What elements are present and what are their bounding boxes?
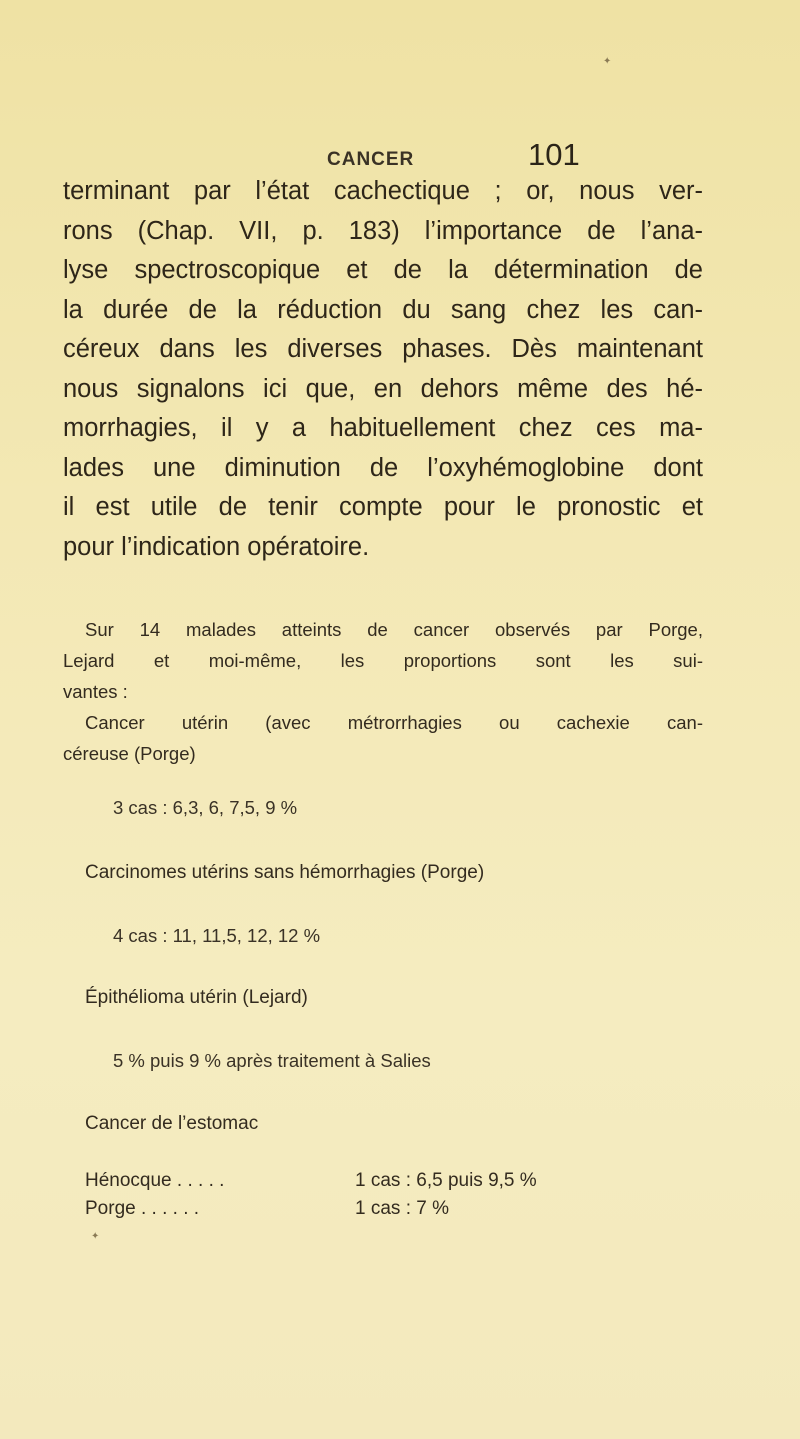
case-author: Porge . . . . . . [85, 1198, 200, 1219]
paragraph-line: lades une diminution de l’oxyhémoglobine dont [63, 453, 703, 482]
page-number: 101 [528, 137, 580, 172]
case-value: 1 cas : 7 % [355, 1198, 449, 1219]
cancer-uterin-line: Cancer utérin (avec métrorrhagies ou cachexie can- [85, 712, 703, 733]
paragraph-line: céreux dans les diverses phases. Dès maintenant [63, 335, 703, 363]
main-paragraph [63, 172, 703, 567]
epithelioma-values: 5 % puis 9 % après traitement à Salies [113, 1050, 431, 1071]
paragraph-line: lyse spectroscopique et de la détermination de [63, 256, 703, 284]
paragraph-line: rons (Chap. VII, p. 183) l’importance de l’ana- [63, 216, 703, 245]
paragraph-line: il est utile de tenir compte pour le pronostic et [63, 493, 703, 521]
paragraph-line: la durée de la réduction du sang chez les can- [63, 295, 703, 324]
paragraph-line: pour l’indication opératoire. [63, 532, 370, 561]
paragraph-line: terminant par l’état cachectique ; or, nous ver- [63, 177, 703, 205]
ink-speck: ✦ [91, 1231, 100, 1242]
epithelioma-heading: Épithélioma utérin (Lejard) [85, 987, 308, 1008]
intro-line: Sur 14 malades atteints de cancer observés par Porge, [85, 619, 703, 640]
intro-line: vantes : [63, 681, 128, 702]
cancer-uterin-line: céreuse (Porge) [63, 743, 196, 764]
estomac-row [85, 1198, 449, 1220]
running-head-title: CANCER [327, 149, 415, 170]
case-author: Hénocque . . . . . [85, 1170, 225, 1191]
carcinomes-heading: Carcinomes utérins sans hémorrhagies (Porge) [85, 862, 485, 883]
case-value: 1 cas : 6,5 puis 9,5 % [355, 1170, 537, 1191]
paragraph-line: morrhagies, il y a habituellement chez ces ma- [63, 414, 703, 442]
estomac-heading: Cancer de l’estomac [85, 1113, 259, 1134]
cancer-uterin-values: 3 cas : 6,3, 6, 7,5, 9 % [113, 797, 298, 818]
estomac-row [85, 1170, 537, 1192]
intro-line: Lejard et moi-même, les proportions sont les sui- [63, 650, 703, 671]
carcinomes-values: 4 cas : 11, 11,5, 12, 12 % [113, 925, 321, 946]
cancer-uterin-paragraph [63, 707, 703, 769]
paragraph-line: nous signalons ici que, en dehors même des hé- [63, 374, 703, 403]
intro-paragraph [63, 614, 703, 707]
ink-speck: ✦ [603, 56, 612, 67]
